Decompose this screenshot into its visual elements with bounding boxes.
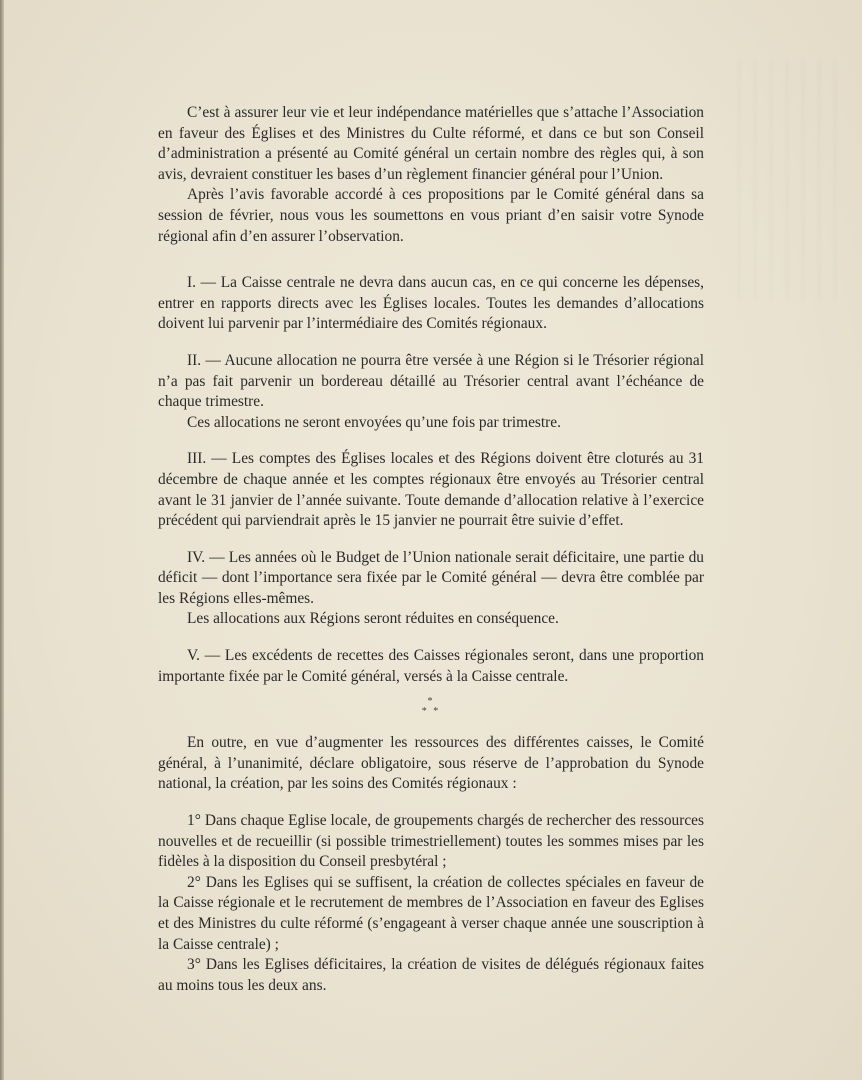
page-edge [0, 0, 4, 1080]
rule-5: V. — Les excédents de recettes des Caisses régionales seront, dans une proportion importante fixée par le Comité général, versés à la Caisse centrale. [158, 647, 704, 685]
list-item-2: 2° Dans les Eglises qui se suffisent, la création de collectes spéciales en faveur de la Caisse régionale et le recrutement de membres de l’Association en faveur des Eglises et des Ministres du culte réformé (s’engageant à verser chaque année une souscription à la Caisse centrale) ; [158, 873, 704, 953]
rule-2-note: Ces allocations ne seront envoyées qu’une fois par trimestre. [187, 413, 561, 431]
document-body [158, 103, 704, 996]
ornament-bottom: * * [421, 706, 441, 718]
ink-bleed-through [724, 60, 844, 300]
list-item-1: 1° Dans chaque Eglise locale, de groupements chargés de rechercher des ressources nouvelles et de recueillir (si possible trimestriellement) toutes les sommes mises par les fidèles à la disposition du Conseil presbytéral ; [158, 812, 704, 871]
rule-3: III. — Les comptes des Églises locales et des Régions doivent être cloturés au 31 décembre de chaque année et les comptes régionaux être envoyés au Trésorier central avant le 31 janvier de l’année suivante. Toute demande d’allocation relative à l’exercice précédent qui parviendrait après le 15 janvier ne pourrait être suivie d’effet. [158, 450, 704, 530]
rule-1: I. — La Caisse centrale ne devra dans aucun cas, en ce qui concerne les dépenses, entrer en rapports directs avec les Églises locales. Toutes les demandes d’allocations doivent lui parvenir par l’intermédiaire des Comités régionaux. [158, 274, 704, 333]
rule-4-note: Les allocations aux Régions seront réduites en conséquence. [187, 610, 559, 628]
paragraph-intro-2: Après l’avis favorable accordé à ces propositions par le Comité général dans sa session de février, nous vous les soumettons en vous priant d’en saisir votre Synode régional afin d’en assurer l’observation. [158, 186, 704, 245]
asterism-ornament [158, 697, 704, 717]
ornament-top: * [427, 696, 435, 708]
paragraph-outro: En outre, en vue d’augmenter les ressources des différentes caisses, le Comité général, à l’unanimité, déclare obligatoire, sous réserve de l’approbation du Synode national, la création, par les soins des Comités régionaux : [158, 734, 704, 793]
rule-2: II. — Aucune allocation ne pourra être versée à une Région si le Trésorier régional n’a pas fait parvenir un bordereau détaillé au Trésorier central avant l’échéance de chaque trimestre. [158, 351, 704, 411]
list-item-3: 3° Dans les Eglises déficitaires, la création de visites de délégués régionaux faites au moins tous les deux ans. [158, 956, 704, 994]
paragraph-intro-1: C’est à assurer leur vie et leur indépendance matérielles que s’attache l’Association en faveur des Églises et des Ministres du Culte réformé, et dans ce but son Conseil d’administration a présenté au Comité général un certain nombre des règles qui, à son avis, devraient constituer les bases d’un règlement financier général pour l’Union. [158, 104, 704, 183]
rule-4: IV. — Les années où le Budget de l’Union nationale serait déficitaire, une partie du déficit — dont l’importance sera fixée par le Comité général — devra être comblée par les Régions elles-mêmes. [158, 548, 704, 607]
